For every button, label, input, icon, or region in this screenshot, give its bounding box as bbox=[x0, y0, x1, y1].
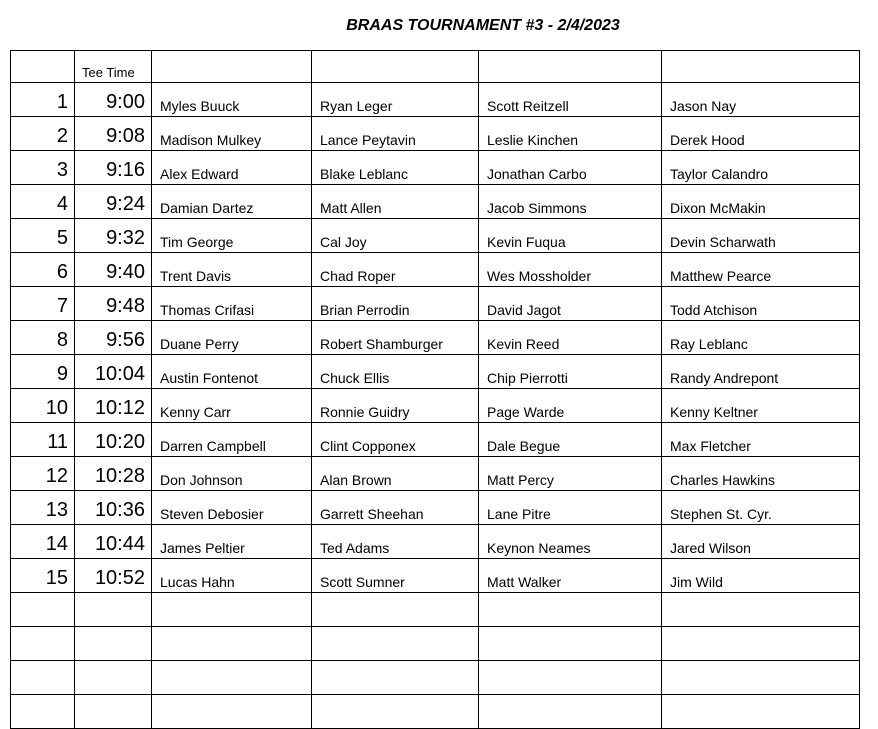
player-cell-3[interactable] bbox=[479, 151, 662, 185]
tee-time-cell[interactable] bbox=[75, 525, 152, 559]
player-name: Taylor Calandro bbox=[670, 166, 769, 182]
player-name: Keynon Neames bbox=[487, 540, 591, 556]
group-number: 11 bbox=[47, 431, 68, 453]
group-number-cell[interactable] bbox=[11, 559, 75, 593]
group-number-cell[interactable] bbox=[11, 457, 75, 491]
group-number: 3 bbox=[56, 159, 68, 181]
tee-time: 9:40 bbox=[106, 261, 145, 283]
player-name: Matt Percy bbox=[487, 472, 554, 488]
player-cell-4[interactable] bbox=[662, 491, 860, 525]
player-cell-3[interactable] bbox=[479, 185, 662, 219]
player-name: Garrett Sheehan bbox=[320, 506, 424, 522]
player-name: Ted Adams bbox=[320, 540, 390, 556]
player-cell-3[interactable] bbox=[479, 423, 662, 457]
player-cell-4[interactable] bbox=[662, 525, 860, 559]
header-cell-tee-time[interactable] bbox=[75, 51, 152, 83]
group-number: 1 bbox=[56, 91, 68, 113]
tee-time-cell[interactable] bbox=[75, 423, 152, 457]
player-name: Max Fletcher bbox=[670, 438, 751, 454]
table-row bbox=[11, 355, 860, 389]
group-number-cell[interactable] bbox=[11, 661, 75, 695]
tee-time: 10:04 bbox=[94, 363, 145, 385]
tee-time-cell[interactable] bbox=[75, 253, 152, 287]
player-cell-3[interactable] bbox=[479, 389, 662, 423]
player-name: Clint Copponex bbox=[320, 438, 416, 454]
table-row bbox=[11, 117, 860, 151]
tee-time-cell[interactable] bbox=[75, 287, 152, 321]
player-cell-4[interactable] bbox=[662, 117, 860, 151]
tee-time-cell[interactable] bbox=[75, 151, 152, 185]
player-cell-3[interactable] bbox=[479, 253, 662, 287]
player-name: Kevin Reed bbox=[487, 336, 560, 352]
player-cell-2[interactable] bbox=[312, 661, 479, 695]
player-name: Chad Roper bbox=[320, 268, 396, 284]
player-cell-2[interactable] bbox=[312, 287, 479, 321]
player-cell-1[interactable] bbox=[152, 593, 312, 627]
player-cell-2[interactable] bbox=[312, 491, 479, 525]
player-name: Damian Dartez bbox=[160, 200, 254, 216]
header-cell-player-1[interactable] bbox=[152, 51, 312, 83]
player-cell-2[interactable] bbox=[312, 525, 479, 559]
player-name: Kevin Fuqua bbox=[487, 234, 566, 250]
tee-time-cell[interactable] bbox=[75, 83, 152, 117]
group-number: 13 bbox=[45, 499, 68, 521]
player-cell-2[interactable] bbox=[312, 355, 479, 389]
table-row bbox=[11, 219, 860, 253]
group-number: 15 bbox=[45, 567, 68, 589]
player-cell-3[interactable] bbox=[479, 627, 662, 661]
player-name: Randy Andrepont bbox=[670, 370, 779, 386]
player-cell-4[interactable] bbox=[662, 287, 860, 321]
player-cell-3[interactable] bbox=[479, 525, 662, 559]
player-cell-1[interactable] bbox=[152, 83, 312, 117]
player-name: Jonathan Carbo bbox=[487, 166, 587, 182]
tee-time-cell[interactable] bbox=[75, 491, 152, 525]
table-row bbox=[11, 525, 860, 559]
group-number-cell[interactable] bbox=[11, 185, 75, 219]
player-cell-4[interactable] bbox=[662, 695, 860, 729]
player-name: Ryan Leger bbox=[320, 98, 393, 114]
player-cell-1[interactable] bbox=[152, 695, 312, 729]
group-number: 7 bbox=[56, 295, 68, 317]
tee-time: 9:32 bbox=[106, 227, 145, 249]
player-cell-4[interactable] bbox=[662, 83, 860, 117]
group-number: 2 bbox=[56, 125, 68, 147]
player-cell-2[interactable] bbox=[312, 457, 479, 491]
player-cell-3[interactable] bbox=[479, 491, 662, 525]
group-number-cell[interactable] bbox=[11, 151, 75, 185]
player-cell-2[interactable] bbox=[312, 423, 479, 457]
player-name: David Jagot bbox=[487, 302, 561, 318]
player-cell-1[interactable] bbox=[152, 389, 312, 423]
tee-time: 10:28 bbox=[94, 465, 145, 487]
player-name: Devin Scharwath bbox=[670, 234, 776, 250]
page-title-text: BRAAS TOURNAMENT #3 - 2/4/2023 bbox=[346, 17, 620, 34]
header-cell-player-3[interactable] bbox=[479, 51, 662, 83]
tee-time-cell[interactable] bbox=[75, 593, 152, 627]
player-cell-2[interactable] bbox=[312, 321, 479, 355]
tee-time: 10:36 bbox=[94, 499, 145, 521]
player-name: Thomas Crifasi bbox=[160, 302, 255, 318]
tee-time: 9:24 bbox=[106, 193, 145, 215]
player-cell-1[interactable] bbox=[152, 457, 312, 491]
group-number: 9 bbox=[56, 363, 68, 385]
group-number-cell[interactable] bbox=[11, 695, 75, 729]
player-cell-2[interactable] bbox=[312, 83, 479, 117]
player-cell-1[interactable] bbox=[152, 321, 312, 355]
tee-time: 10:12 bbox=[94, 397, 145, 419]
player-name: Darren Campbell bbox=[160, 438, 266, 454]
player-cell-2[interactable] bbox=[312, 219, 479, 253]
player-cell-1[interactable] bbox=[152, 117, 312, 151]
tee-time-cell[interactable] bbox=[75, 661, 152, 695]
group-number-cell[interactable] bbox=[11, 287, 75, 321]
player-cell-4[interactable] bbox=[662, 219, 860, 253]
tee-time-cell[interactable] bbox=[75, 355, 152, 389]
group-number-cell[interactable] bbox=[11, 83, 75, 117]
player-cell-4[interactable] bbox=[662, 661, 860, 695]
player-cell-2[interactable] bbox=[312, 559, 479, 593]
player-cell-1[interactable] bbox=[152, 219, 312, 253]
tee-time-cell[interactable] bbox=[75, 695, 152, 729]
table-row bbox=[11, 287, 860, 321]
tee-time-header: Tee Time bbox=[82, 65, 135, 80]
player-name: Dale Begue bbox=[487, 438, 561, 454]
player-name: Ray Leblanc bbox=[670, 336, 748, 352]
player-cell-2[interactable] bbox=[312, 593, 479, 627]
table-row bbox=[11, 627, 860, 661]
player-name: Lane Pitre bbox=[487, 506, 551, 522]
tee-time: 9:56 bbox=[106, 329, 145, 351]
table-row bbox=[11, 457, 860, 491]
tee-time-cell[interactable] bbox=[75, 389, 152, 423]
table-row bbox=[11, 389, 860, 423]
player-cell-3[interactable] bbox=[479, 219, 662, 253]
tee-time: 10:20 bbox=[94, 431, 145, 453]
player-cell-4[interactable] bbox=[662, 355, 860, 389]
player-cell-1[interactable] bbox=[152, 661, 312, 695]
table-row bbox=[11, 559, 860, 593]
player-cell-1[interactable] bbox=[152, 253, 312, 287]
player-name: Lucas Hahn bbox=[160, 574, 235, 590]
player-name: Madison Mulkey bbox=[160, 132, 262, 148]
group-number: 5 bbox=[56, 227, 68, 249]
player-name: Lance Peytavin bbox=[320, 132, 416, 148]
player-name: Matt Walker bbox=[487, 574, 562, 590]
player-cell-2[interactable] bbox=[312, 253, 479, 287]
tee-time bbox=[75, 726, 145, 728]
table-row bbox=[11, 151, 860, 185]
table-row bbox=[11, 695, 860, 729]
player-cell-3[interactable] bbox=[479, 661, 662, 695]
player-cell-1[interactable] bbox=[152, 559, 312, 593]
player-cell-1[interactable] bbox=[152, 151, 312, 185]
player-cell-4[interactable] bbox=[662, 389, 860, 423]
player-name: Stephen St. Cyr. bbox=[670, 506, 772, 522]
player-name: Duane Perry bbox=[160, 336, 239, 352]
player-name: Jared Wilson bbox=[670, 540, 751, 556]
player-cell-3[interactable] bbox=[479, 117, 662, 151]
player-name: Scott Reitzell bbox=[487, 98, 569, 114]
tee-time-cell[interactable] bbox=[75, 627, 152, 661]
player-cell-1[interactable] bbox=[152, 355, 312, 389]
player-cell-1[interactable] bbox=[152, 423, 312, 457]
tee-time-cell[interactable] bbox=[75, 321, 152, 355]
tee-time: 10:44 bbox=[94, 533, 145, 555]
player-cell-3[interactable] bbox=[479, 695, 662, 729]
player-name: Steven Debosier bbox=[160, 506, 264, 522]
group-number-cell[interactable] bbox=[11, 355, 75, 389]
player-cell-4[interactable] bbox=[662, 321, 860, 355]
player-name: Cal Joy bbox=[320, 234, 367, 250]
header-cell-player-2[interactable] bbox=[312, 51, 479, 83]
group-number: 10 bbox=[45, 397, 68, 419]
player-name: Jacob Simmons bbox=[487, 200, 587, 216]
player-cell-1[interactable] bbox=[152, 627, 312, 661]
player-cell-3[interactable] bbox=[479, 559, 662, 593]
player-cell-3[interactable] bbox=[479, 457, 662, 491]
player-name: Austin Fontenot bbox=[160, 370, 259, 386]
player-cell-3[interactable] bbox=[479, 355, 662, 389]
tee-time-cell[interactable] bbox=[75, 117, 152, 151]
player-cell-1[interactable] bbox=[152, 525, 312, 559]
player-cell-1[interactable] bbox=[152, 287, 312, 321]
group-number-cell[interactable] bbox=[11, 321, 75, 355]
group-number: 8 bbox=[56, 329, 68, 351]
group-number-cell[interactable] bbox=[11, 389, 75, 423]
tee-time: 9:16 bbox=[106, 159, 145, 181]
player-name: Matthew Pearce bbox=[670, 268, 772, 284]
group-number-cell[interactable] bbox=[11, 219, 75, 253]
player-name: Alex Edward bbox=[160, 166, 239, 182]
player-cell-4[interactable] bbox=[662, 185, 860, 219]
table-row bbox=[11, 661, 860, 695]
table-row bbox=[11, 185, 860, 219]
table-row bbox=[11, 321, 860, 355]
page-title bbox=[0, 17, 878, 35]
header-cell-player-4[interactable] bbox=[662, 51, 860, 83]
player-name: Robert Shamburger bbox=[320, 336, 443, 352]
tee-time-cell[interactable] bbox=[75, 185, 152, 219]
group-number-cell[interactable] bbox=[11, 593, 75, 627]
player-name: Wes Mossholder bbox=[487, 268, 592, 284]
player-cell-4[interactable] bbox=[662, 593, 860, 627]
player-name: Ronnie Guidry bbox=[320, 404, 410, 420]
group-number-cell[interactable] bbox=[11, 253, 75, 287]
player-cell-4[interactable] bbox=[662, 457, 860, 491]
player-name: Leslie Kinchen bbox=[487, 132, 579, 148]
player-cell-2[interactable] bbox=[312, 185, 479, 219]
player-cell-4[interactable] bbox=[662, 151, 860, 185]
player-name: Chuck Ellis bbox=[320, 370, 390, 386]
tee-time-table bbox=[10, 50, 860, 729]
table-row bbox=[11, 593, 860, 627]
header-row bbox=[11, 51, 860, 83]
player-name: Todd Atchison bbox=[670, 302, 758, 318]
player-name: Matt Allen bbox=[320, 200, 382, 216]
player-name: Scott Sumner bbox=[320, 574, 405, 590]
tee-time-cell[interactable] bbox=[75, 219, 152, 253]
player-cell-1[interactable] bbox=[152, 491, 312, 525]
player-cell-1[interactable] bbox=[152, 185, 312, 219]
group-number-cell[interactable] bbox=[11, 491, 75, 525]
player-name: Blake Leblanc bbox=[320, 166, 408, 182]
player-cell-2[interactable] bbox=[312, 117, 479, 151]
tee-time: 10:52 bbox=[94, 567, 145, 589]
group-number: 12 bbox=[45, 465, 68, 487]
table-row bbox=[11, 491, 860, 525]
tee-time: 9:00 bbox=[106, 91, 145, 113]
player-name: Jason Nay bbox=[670, 98, 737, 114]
player-cell-3[interactable] bbox=[479, 287, 662, 321]
player-cell-4[interactable] bbox=[662, 627, 860, 661]
group-number-cell[interactable] bbox=[11, 627, 75, 661]
player-cell-4[interactable] bbox=[662, 559, 860, 593]
player-name: Jim Wild bbox=[670, 574, 723, 590]
player-name: James Peltier bbox=[160, 540, 245, 556]
group-number: 14 bbox=[45, 533, 68, 555]
player-name: Chip Pierrotti bbox=[487, 370, 568, 386]
group-number-cell[interactable] bbox=[11, 423, 75, 457]
group-number: 4 bbox=[56, 193, 68, 215]
player-cell-3[interactable] bbox=[479, 593, 662, 627]
player-name: Page Warde bbox=[487, 404, 565, 420]
player-name: Charles Hawkins bbox=[670, 472, 776, 488]
player-name: Myles Buuck bbox=[160, 98, 240, 114]
tee-time: 9:48 bbox=[106, 295, 145, 317]
player-name: Kenny Keltner bbox=[670, 404, 758, 420]
header-cell-num[interactable] bbox=[11, 51, 75, 83]
player-cell-3[interactable] bbox=[479, 321, 662, 355]
player-name: Don Johnson bbox=[160, 472, 243, 488]
player-cell-2[interactable] bbox=[312, 151, 479, 185]
table-row bbox=[11, 83, 860, 117]
group-number-cell[interactable] bbox=[11, 525, 75, 559]
group-number-cell[interactable] bbox=[11, 117, 75, 151]
player-cell-2[interactable] bbox=[312, 627, 479, 661]
group-number bbox=[11, 726, 68, 728]
table-row bbox=[11, 423, 860, 457]
player-cell-3[interactable] bbox=[479, 83, 662, 117]
group-number: 6 bbox=[56, 261, 68, 283]
player-name: Dixon McMakin bbox=[670, 200, 766, 216]
player-name: Alan Brown bbox=[320, 472, 392, 488]
tee-time-cell[interactable] bbox=[75, 457, 152, 491]
player-cell-4[interactable] bbox=[662, 253, 860, 287]
player-name: Tim George bbox=[160, 234, 234, 250]
player-name: Trent Davis bbox=[160, 268, 232, 284]
tee-time-cell[interactable] bbox=[75, 559, 152, 593]
player-name: Derek Hood bbox=[670, 132, 745, 148]
player-name: Brian Perrodin bbox=[320, 302, 410, 318]
tee-time: 9:08 bbox=[106, 125, 145, 147]
table-row bbox=[11, 253, 860, 287]
player-name: Kenny Carr bbox=[160, 404, 231, 420]
player-cell-2[interactable] bbox=[312, 389, 479, 423]
player-cell-4[interactable] bbox=[662, 423, 860, 457]
player-cell-2[interactable] bbox=[312, 695, 479, 729]
